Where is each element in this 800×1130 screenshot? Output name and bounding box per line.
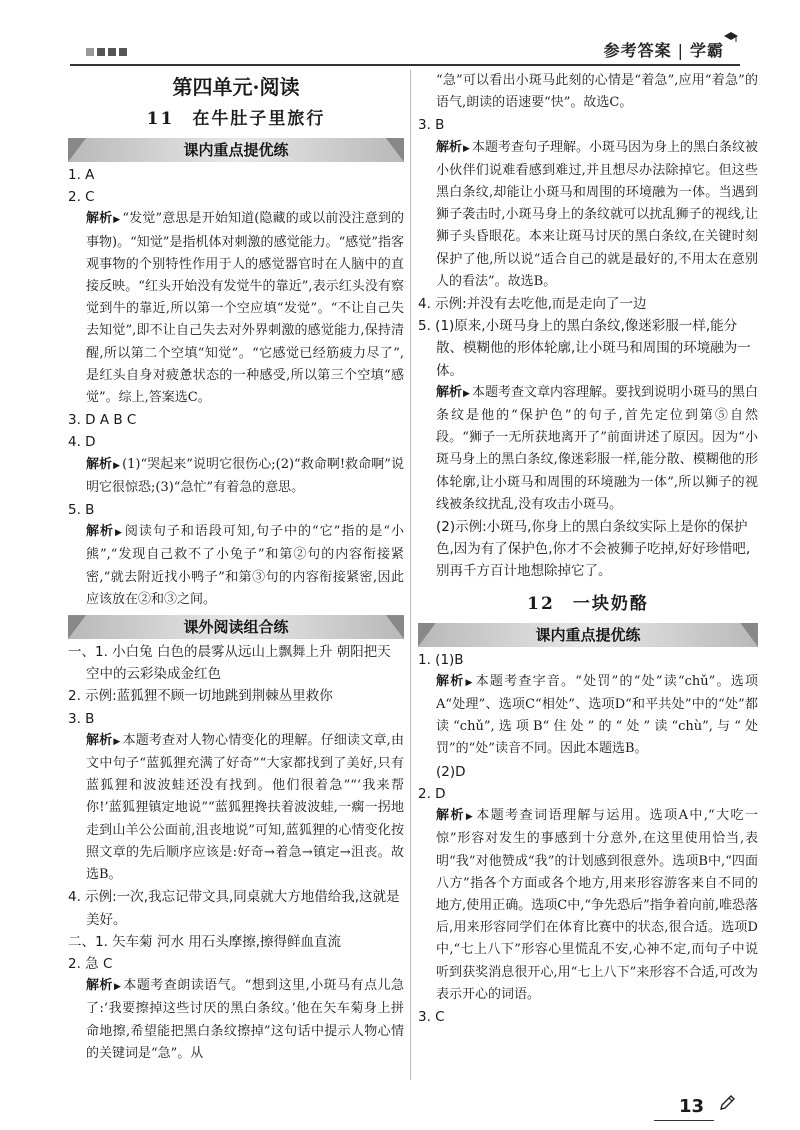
lesson-name: 一块奶酪 <box>572 593 649 614</box>
explanation-label: 解析 ▶ <box>436 674 476 689</box>
header-brand: 参考答案 | 学霸 <box>603 41 724 60</box>
answer-line: 二、1. 矢车菊 河水 用石头摩擦,擦得鲜血直流 <box>68 933 342 950</box>
lesson-number: 11 <box>146 109 175 129</box>
answer-line: 1. (1)B <box>418 651 464 668</box>
explanation: 解析 ▶ “发觉”意思是开始知道(隐藏的或以前没注意到的事物)。“知觉”是指机体对刺激的感觉能力。“感觉”指客观事物的个别特性作用于人的感觉器官时在人脑中的直接反映。“红头开始没有发觉牛的靠近”,表示红头没有察觉到牛的靠近,所以第一个空应填“发觉”。“不让自己失去知觉”,即不让自己失去对外界刺激的感觉能力,保持清醒,所以第二个空填“知觉”。“它感觉已经筋疲力尽了”,是红头自身对疲惫状态的一种感受,所以第三个空填“感觉”。综上,答案选C。 <box>68 208 404 409</box>
explanation-label: 解析 ▶ <box>436 385 472 400</box>
column-divider <box>410 70 411 1080</box>
lesson-11-title <box>68 104 404 134</box>
answer-line: 3. C <box>418 1008 445 1025</box>
header-decoration <box>86 48 127 56</box>
answer-line: (2)D <box>436 763 466 780</box>
answer-line: 4. 示例:一次,我忘记带文具,同桌就大方地借给我,这就是美好。 <box>68 889 400 928</box>
header-answers-label: 参考答案 <box>603 41 672 60</box>
explanation-label: 解析 ▶ <box>86 733 123 748</box>
lesson-name: 在牛肚子里旅行 <box>192 109 326 129</box>
answer-line: 一、1. 小白兔 白色的晨雾从远山上飘舞上升 朝阳把天空中的云彩染成金红色 <box>68 644 391 683</box>
pencil-icon <box>718 1094 736 1112</box>
section-heading: 课内重点提优练 <box>68 138 404 162</box>
explanation-label: 解析 ▶ <box>436 140 472 155</box>
explanation: 解析 ▶ 阅读句子和语段可知,句子中的“它”指的是“小熊”,“发现自己救不了小兔子”和第②句的内容衔接紧密,“就去附近找小鸭子”和第③句的内容衔接紧密,因此应该放在②和③之间。 <box>68 521 404 611</box>
answer-line: 3. B <box>418 117 445 134</box>
left-column <box>68 70 404 1065</box>
lesson-12-title <box>418 589 758 619</box>
answer-line: 5. B <box>68 502 95 519</box>
right-column <box>418 70 758 1028</box>
unit-title: 第四单元·阅读 <box>172 75 300 99</box>
answer-line: (2)示例:小斑马,你身上的黑白条纹实际上是你的保护色,因为有了保护色,你才不会被狮子吃掉,好好珍惜吧,别再千方百计地想除掉它了。 <box>436 519 751 580</box>
answer-line: 3. B <box>68 710 95 727</box>
answer-line: 4. 示例:并没有去吃他,而是走向了一边 <box>418 296 647 313</box>
section-heading: 课内重点提优练 <box>418 623 758 647</box>
explanation: 解析 ▶ 本题考查文章内容理解。要找到说明小斑马的黑白条纹是他的“保护色”的句子,首先定位到第⑤自然段。“狮子一无所获地离开了”前面讲述了原因。因为“小斑马身上的黑白条纹,像迷彩服一样,能分散、模糊他的形体轮廓,让小斑马和周围的环境融为一体”,所以狮子的视线被条纹扰乱,没有攻击小斑马。 <box>418 382 758 516</box>
explanation-label: 解析 ▶ <box>86 524 125 539</box>
explanation-continued: “急”可以看出小斑马此刻的心情是“着急”,应用“着急”的语气,朗读的语速要“快”。故选C。 <box>436 73 758 111</box>
explanation: 解析 ▶ 本题考查字音。“处罚”的“处”读“chǔ”。选项A“处理”、选项C“相处”、选项D“和平共处”中的“处”都读“chǔ”,选项B“住处”的“处”读“chù”,与“处罚”的“处”读音不同。因此本题选B。 <box>418 671 758 761</box>
explanation: 解析 ▶ 本题考查句子理解。小斑马因为身上的黑白条纹被小伙伴们说难看感到难过,并且想尽办法除掉它。但这些黑白条纹,却能让小斑马和周围的环境融为一体。当遇到狮子袭击时,小斑马身上的条纹就可以扰乱狮子的视线,让狮子头昏眼花。本来让斑马讨厌的黑白条纹,在关键时刻保护了他,所以说“适合自己的就是最好的,不用太在意别人的看法”。故选B。 <box>418 137 758 293</box>
explanation: 解析 ▶ 本题考查对人物心情变化的理解。仔细读文章,由文中句子“蓝狐狸充满了好奇”“大家都找到了美好,只有蓝狐狸和波波蛙还没有找到。他们很着急”“‘我来帮你!’蓝狐狸镇定地说”“蓝狐狸搀扶着波波蛙,一瘸一拐地走到山羊公公面前,沮丧地说”可知,蓝狐狸的心情变化按照文章的先后顺序应该是:好奇→着急→镇定→沮丧。故选B。 <box>68 730 404 886</box>
explanation: 解析 ▶ (1)“哭起来”说明它很伤心;(2)“救命啊!救命啊”说明它很惊恐;(3)“急忙”有着急的意思。 <box>68 454 404 499</box>
explanation-label: 解析 ▶ <box>86 211 122 226</box>
explanation-label: 解析 ▶ <box>86 978 123 993</box>
explanation: 解析 ▶ 本题考查词语理解与运用。选项A中,“大吃一惊”形容对发生的事感到十分意外,在这里使用恰当,表明“我”对他赞成“我”的计划感到很意外。选项B中,“四面八方”指各个方面或各个地方,用来形容游客来自不同的地方,使用正确。选项C中,“争先恐后”指争着向前,唯恐落后,用来形容同学们在体育比赛中的状态,很合适。选项D中,“七上八下”形容心里慌乱不安,心神不定,而句子中说听到获奖消息很开心,用“七上八下”来形容不合适,可改为表示开心的词语。 <box>418 805 758 1006</box>
explanation-label: 解析 ▶ <box>86 457 122 472</box>
section-heading: 课外阅读组合练 <box>68 615 404 639</box>
lesson-number: 12 <box>527 593 555 614</box>
graduation-cap-icon <box>724 30 738 44</box>
page-number: 13 <box>678 1096 704 1117</box>
header-brand-name: 学霸 <box>689 41 724 60</box>
answer-line: 2. 示例:蓝狐狸不顾一切地跳到荆棘丛里救你 <box>68 688 333 705</box>
page-header <box>0 0 800 70</box>
explanation: 解析 ▶ 本题考查朗读语气。“想到这里,小斑马有点儿急了:‘我要擦掉这些讨厌的黑白条纹。’他在矢车菊身上拼命地擦,希望能把黑白条纹擦掉”这句话中提示人物心情的关键词是“急”。从 <box>68 975 404 1065</box>
answer-line: 2. C <box>68 189 95 206</box>
answer-line: 1. A <box>68 167 95 183</box>
page-number-rule <box>654 1120 714 1121</box>
answer-line: 5. (1)原来,小斑马身上的黑白条纹,像迷彩服一样,能分散、模糊他的形体轮廓,让小斑马和周围的环境融为一体。 <box>418 318 751 379</box>
answer-line: 4. D <box>68 434 96 451</box>
header-rule <box>70 64 740 66</box>
explanation-label: 解析 ▶ <box>436 808 476 823</box>
answer-line: 3. D A B C <box>68 412 137 429</box>
answer-line: 2. 急 C <box>68 955 113 972</box>
answer-line: 2. D <box>418 785 446 802</box>
